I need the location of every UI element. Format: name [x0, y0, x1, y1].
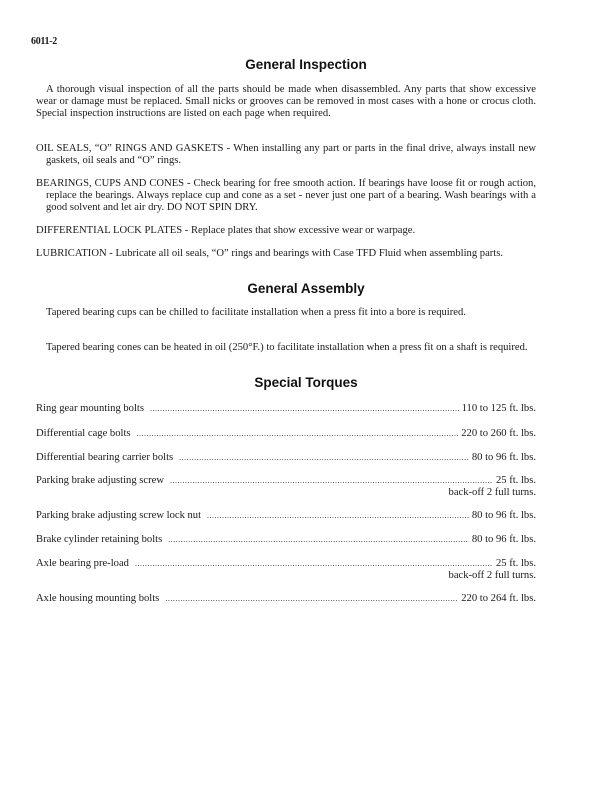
inspection-intro: A thorough visual inspection of all the parts should be made when disassembled. Any parts that show excessive wear or damage must be replaced. Small nicks or grooves can be removed in most cases with a hone or crocus cloth. Special inspection instructions are listed on each page when required.	[36, 84, 536, 120]
torque-value: 80 to 96 ft. lbs.	[471, 510, 536, 521]
item-term: BEARINGS, CUPS AND CONES	[36, 178, 185, 189]
torque-row	[36, 452, 536, 464]
inspection-item-oil-seals	[36, 143, 536, 167]
item-text: - Replace plates that show excessive wear or warpage.	[182, 225, 416, 236]
torque-value: 80 to 96 ft. lbs.	[471, 452, 536, 463]
torque-value: 80 to 96 ft. lbs.	[471, 534, 536, 545]
heading-special-torques: Special Torques	[254, 375, 358, 390]
assembly-paragraph-1: Tapered bearing cups can be chilled to facilitate installation when a press fit into a bore is required.	[46, 307, 466, 318]
leader-dots	[170, 475, 493, 487]
inspection-item-lubrication	[36, 248, 536, 260]
torque-row	[36, 510, 536, 522]
page-number: 6011-2	[31, 36, 57, 47]
torque-row	[36, 475, 536, 487]
item-term: DIFFERENTIAL LOCK PLATES	[36, 225, 183, 236]
inspection-item-lock-plates	[36, 225, 536, 237]
leader-dots	[207, 510, 469, 522]
item-text: - When installing any part or parts in the final drive, always install new gaskets, oil seals and “O” rings.	[46, 143, 536, 167]
torque-label: Ring gear mounting bolts	[36, 403, 144, 414]
item-term: LUBRICATION	[36, 248, 107, 259]
item-text: - Check bearing for free smooth action. If bearings have loose fit or rough action, replace the bearings. Always replace cup and cone as a set - never just one part of a bearing. Wash bearings with a good solvent and let air dry. DO NOT SPIN DRY.	[46, 178, 536, 214]
leader-dots	[137, 428, 459, 440]
torque-row	[36, 593, 536, 605]
torque-label: Axle housing mounting bolts	[36, 593, 160, 604]
torque-label: Parking brake adjusting screw lock nut	[36, 510, 202, 521]
torque-value: 220 to 264 ft. lbs.	[461, 593, 536, 604]
torque-label: Brake cylinder retaining bolts	[36, 534, 163, 545]
inspection-item-bearings	[36, 178, 536, 215]
torque-label: Differential bearing carrier bolts	[36, 452, 174, 463]
heading-general-inspection: General Inspection	[245, 57, 367, 72]
torque-label: Axle bearing pre-load	[36, 558, 129, 569]
torque-value: 25 ft. lbs.	[495, 558, 536, 569]
leader-dots	[165, 593, 458, 605]
leader-dots	[168, 534, 469, 546]
item-term: OIL SEALS, “O” RINGS AND GASKETS	[36, 143, 224, 154]
leader-dots	[135, 558, 493, 570]
torque-value: 220 to 260 ft. lbs.	[461, 428, 536, 439]
torque-note: back-off 2 full turns.	[448, 487, 536, 498]
torque-row	[36, 428, 536, 440]
torque-note: back-off 2 full turns.	[448, 570, 536, 581]
torque-value: 110 to 125 ft. lbs.	[461, 403, 536, 414]
item-text: - Lubricate all oil seals, “O” rings and bearings with Case TFD Fluid when assembling parts.	[106, 248, 504, 259]
torque-label: Parking brake adjusting screw	[36, 475, 164, 486]
torque-row	[36, 403, 536, 415]
torque-label: Differential cage bolts	[36, 428, 131, 439]
heading-general-assembly: General Assembly	[247, 281, 365, 296]
torque-row	[36, 534, 536, 546]
leader-dots	[150, 403, 459, 415]
leader-dots	[179, 452, 469, 464]
torque-row	[36, 558, 536, 570]
assembly-paragraph-2: Tapered bearing cones can be heated in oil (250°F.) to facilitate installation when a press fit on a shaft is required.	[46, 342, 528, 353]
torque-value: 25 ft. lbs.	[495, 475, 536, 486]
